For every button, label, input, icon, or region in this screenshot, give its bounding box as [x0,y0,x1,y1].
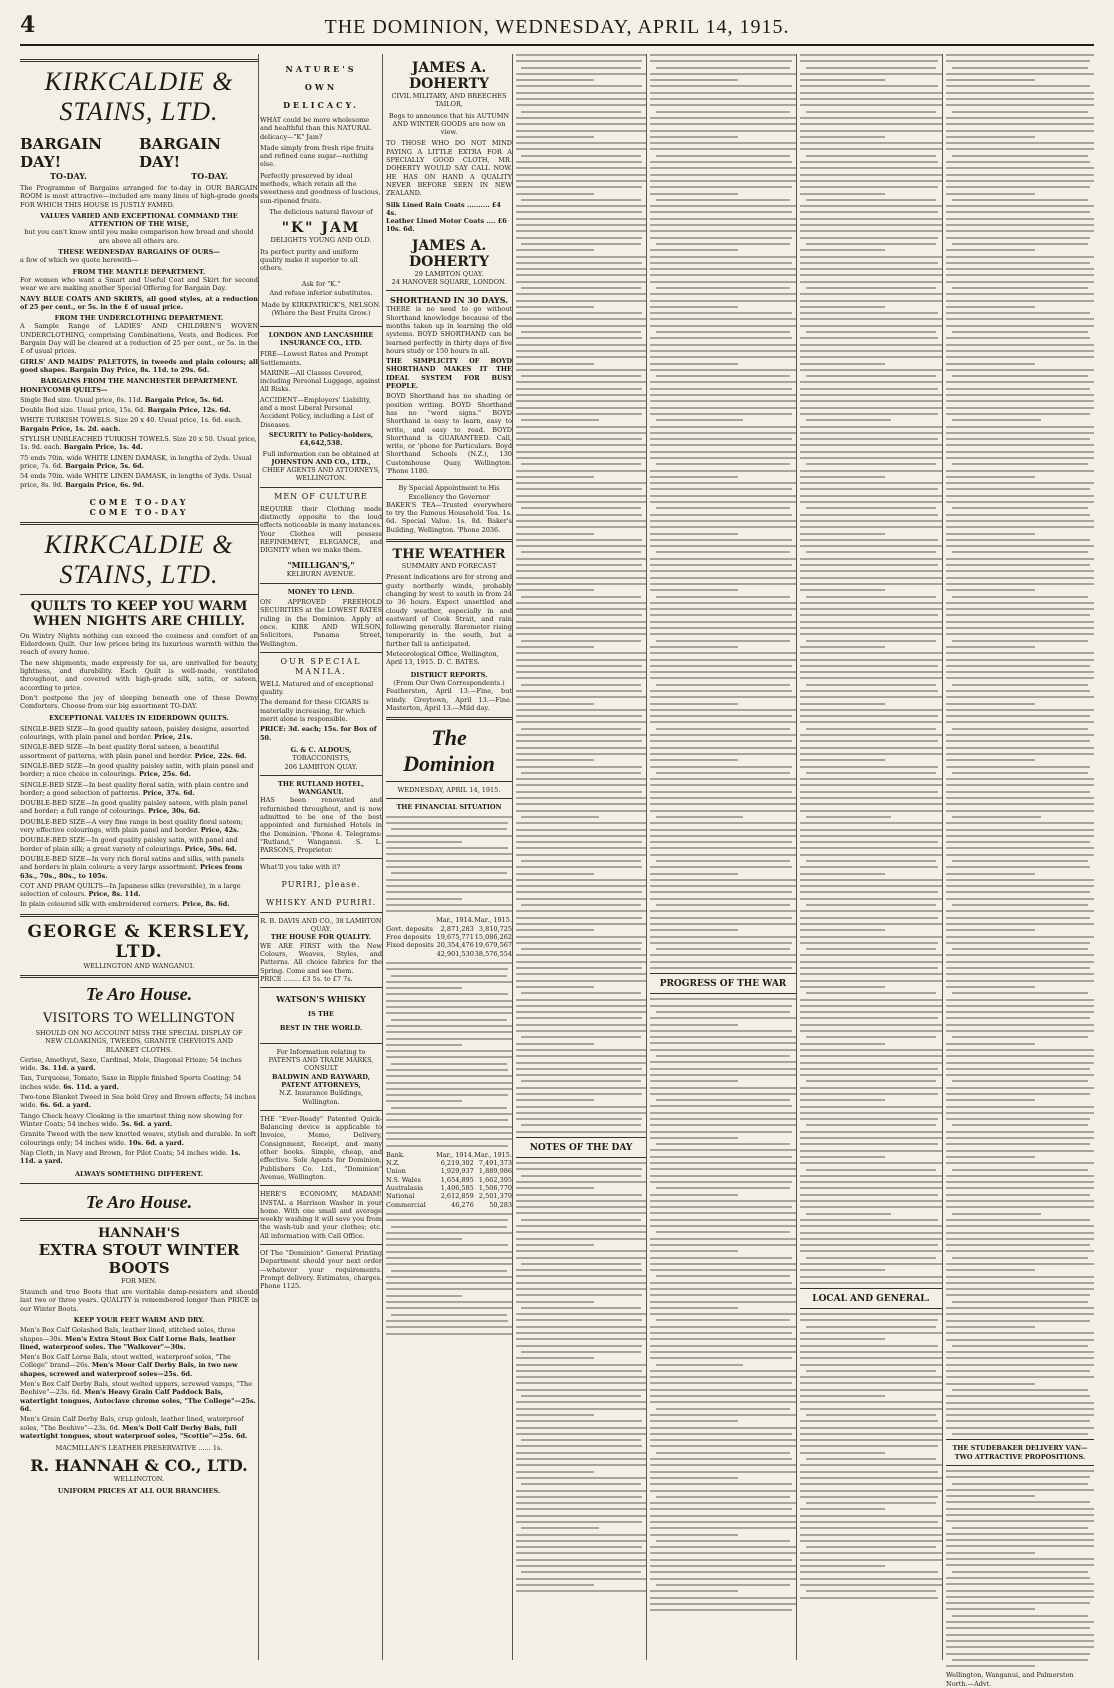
doherty-sub: CIVIL MILITARY, AND BREECHES TAILOR, [391,92,507,109]
bank-row [386,1192,512,1200]
quilt-item [20,743,258,760]
winter-boots-heading: EXTRA STOUT WINTER BOOTS [38,1240,240,1277]
uniform-prices: UNIFORM PRICES AT ALL OUR BRANCHES. [57,1486,221,1495]
bank-cell: 1,406,585 [440,1184,474,1193]
economy-ad: HERE'S ECONOMY, MADAM! INSTAL a Harrison Washer in your home. With one small and average weekly washing it will save you from the wash-tub and your clothes; etc. All information with Call Office. [260,1190,382,1240]
bank-cell: Mar., 1914. [436,1150,474,1159]
studebaker-heading: THE STUDEBAKER DELIVERY VAN—TWO ATTRACTIVE PROPOSITIONS. [952,1444,1088,1461]
k-jam-text-2: Made simply from fresh ripe fruits and refined cane sugar—nothing else. [260,143,374,169]
deposits-row [386,916,512,924]
k-jam-text-1: WHAT could be more wholesome and healthful than this NATURAL delicacy—"K" Jam? [260,116,371,141]
rutland-heading: THE RUTLAND HOTEL, WANGANUI. [278,779,364,797]
boot-item-desc: Men's Grain Calf Derby Bals, crup golosh, leather lined, waterproof soles, "The Beehive"—23s. 6d. [20,1415,244,1432]
doherty-silk: Silk Lined Rain Coats .......... £4 4s. [386,200,501,217]
deposits-cell: 19,675,771 [436,933,474,942]
cloth-item-price: 10s. 6d. a yard. [126,1138,184,1147]
money-to-lend-heading: MONEY TO LEND. [287,587,355,596]
cloth-item [20,1074,258,1091]
newspaper-title: THE DOMINION, WEDNESDAY, APRIL 14, 1915. [324,16,790,38]
article-text-lines [386,816,512,912]
deposits-cell: Govt. deposits [386,924,433,933]
honeycomb-item-desc: STYLISH UNBLEACHED TURKISH TOWELS. Size 20 x 50. Usual price, 1s. 9d. each. [20,435,257,452]
cloth-item-price: 6s. 6d. a yard. [37,1101,91,1110]
manila-heading-2: MANILA. [295,666,347,676]
hannah-firm: R. HANNAH & CO., LTD. [30,1456,248,1476]
cloth-item [20,1093,258,1110]
deposits-cell: Mar., 1914. [436,916,474,925]
manila-text-1: WELL Matured and of exceptional quality. [260,679,374,697]
district-sub: (From Our Own Correspondents.) [393,678,505,687]
mantle-dept-heading: FROM THE MANTLE DEPARTMENT. [72,267,206,276]
k-jam-refuse: And refuse inferior substitutes. [269,288,373,297]
puriri-question: What'll you take with it? [260,863,341,872]
ll-accident: ACCIDENT—Employers' Liability, and a most Liberal Personal Accident Policy, including a List of Diseases. [260,395,374,429]
ad1-values: VALUES VARIED AND EXCEPTIONAL COMMAND THE ATTENTION OF THE WISE, [40,211,238,229]
hannah-city: WELLINGTON. [113,1475,165,1484]
today-right: TO-DAY. [191,171,228,181]
quilt-item [20,882,258,899]
men-of-culture-text: REQUIRE their Clothing made distinctly opposite to the loud effects noticeable in many instances. Your Clothes will possess REFINEMENT, ELEGANCE, and DIGNITY when we make them. [260,504,382,555]
bargain-day-left: BARGAIN DAY! [20,135,102,171]
cloth-item-price: 3s. 11d. a yard. [37,1064,96,1073]
underclothing-dept-heading: FROM THE UNDERCLOTHING DEPARTMENT. [54,314,224,323]
masthead [20,10,1094,46]
patents-address: N.Z. Insurance Buildings, Wellington. [279,1089,363,1106]
kelburn-avenue: KELBURN AVENUE. [286,570,356,579]
boot-item-price: Men's Heavy Grain Calf Paddock Bals, watertight tongues, Autoclave chrome soles, "The College"—25s. 6d. [20,1388,256,1413]
column-1-advertisements [20,54,259,1660]
macmillan-preservative: MACMILLAN'S LEATHER PRESERVATIVE ...... 1s. [55,1444,223,1453]
deposits-cell: Fixed deposits [386,941,434,950]
boot-item [20,1415,258,1440]
kirkcaldie-ad-heading: KIRKCALDIE & STAINS, LTD. [44,67,234,126]
ad1-intro: The Programme of Bargains arranged for to-day in OUR BARGAIN ROOM is most attractive—included are many lines of high-grade goods FOR WHICH THIS HOUSE IS JUSTLY FAMED. [20,184,258,209]
honeycomb-heading: HONEYCOMB QUILTS— [20,385,108,394]
article-text-lines [946,54,1094,1435]
honeycomb-item-price: Bargain Price, 1s. 2d. each. [20,424,121,433]
shorthand-text-3: BOYD Shorthand has no shading or position writing. BOYD Shorthand has no "word signs." BOYD Shorthand is easy to learn, easy to write, and easy to read. BOYD Shorthand is GUARANTEED. Call, write, or 'phone for Particulars. Boyd Shorthand Schools (N.Z.), 130 Customhouse Quay, Wellington. 'Phone 1180. [386,392,512,475]
column-3 [386,54,513,1660]
k-jam-heading-2: OWN [304,82,338,92]
quilt-item-desc: SINGLE-BED SIZE—In good quality paisley satin, with plain panel and border; a nice choice in colourings. [20,761,254,779]
deposits-cell [386,950,436,958]
for-men: FOR MEN. [121,1276,157,1285]
column-4-article [516,54,647,1660]
studebaker-tail: Wellington, Wanganui, and Palmerston North.—Advt. [946,1671,1074,1688]
bank-row [386,1159,512,1167]
column-6-article [800,54,943,1660]
quilts-shipments: The new shipments, made expressly for us, are unrivalled for beauty, lightness, and durability. Each Quilt is well-made, ventilated throughout, and covered with high-grade silk, satin, or sateen, according to price. [20,658,258,692]
quilt-item-desc: In plain coloured silk with embroidered corners. [20,900,180,909]
deposits-cell: 3,810,725 [478,924,513,933]
quilt-item [20,799,258,816]
quilts-postpone: Don't postpone the joy of sleeping beneath one of these Downy Comforters. Choose from our big assortment TO-DAY. [20,693,258,711]
honeycomb-item [20,416,258,433]
honeycomb-item [20,435,258,452]
k-jam-heading-3: DELICACY. [283,100,359,110]
bargain-day-right: BARGAIN DAY! [139,135,221,171]
bank-cell: 6,219,302 [440,1159,474,1168]
quilt-item [20,725,258,742]
the-dominion-date: WEDNESDAY, APRIL 14, 1915. [397,786,501,795]
ll-johnston: JOHNSTON AND CO., LTD., [271,457,371,466]
cloth-item-price: 1s. 11d. a yard. [20,1148,241,1166]
cloth-item-desc: Granite Tweed with the new knotted weave, stylish and durable. In soft colourings only; 54 inches wide. [20,1130,256,1147]
bank-cell: 50,283 [489,1200,513,1209]
doherty-addr-1: 29 LAMBTON QUAY. [414,269,484,278]
honeycomb-item-price: Bargain Price, 1s. 4d. [61,443,143,452]
honeycomb-item-desc: Single Bed size. Usual price, 6s. 11d. [20,395,143,404]
always-different: ALWAYS SOMETHING DIFFERENT. [74,1170,204,1179]
today-left: TO-DAY. [50,171,87,181]
deposits-table [386,916,512,957]
deposits-row [386,925,512,933]
cloth-item-desc: Cerise, Amethyst, Saxe, Cardinal, Mole, Diagonal Frieze; 54 inches wide. [20,1055,242,1073]
boot-item [20,1380,258,1413]
deposits-cell: 38,576,554 [474,949,513,958]
davis-text: WE ARE FIRST with the New Colours, Weaves, Styles, and Patterns. All choice fabrics for the Spring. Come and see them. [260,941,382,975]
quilt-item [20,762,258,779]
ll-full: Full information can be obtained at [262,449,380,458]
honeycomb-price-list [20,396,258,489]
bank-cell: Mar., 1915. [474,1150,513,1159]
quilt-item-price: Price, 8s. 6d. [179,900,230,909]
cloth-item [20,1112,258,1129]
article-text-lines [946,1470,1094,1667]
manila-price: PRICE: 3d. each; 15s. for Box of 50. [260,725,377,742]
article-text-lines [800,54,942,1284]
cloth-item-desc: Tan, Turquoise, Tomato, Saxe in Ripple finished Sports Coating; 54 inches wide. [20,1074,242,1091]
quilt-item-desc: SINGLE-BED SIZE—In best quality floral satin, with plain centre and border; a good selection of patterns. [20,780,249,797]
honeycomb-item-price: Bargain Price, 5s. 6d. [62,461,144,470]
boot-item-price: Men's Doll Calf Derby Bals, full watertight tongues, stout waterproof soles, "Scottie"—25s. 6d. [20,1423,248,1440]
quilt-item-desc: COT AND PRAM QUILTS—In Japanese silks (reversible), in a large selection of colours. [20,881,241,899]
quilt-item-desc: DOUBLE-BED SIZE—A very fine range in best quality floral sateen; very effective colourings, with plain panel and border. [20,817,243,835]
shorthand-heading: SHORTHAND IN 30 DAYS. [389,295,509,306]
quilt-item [20,900,258,908]
quilt-item-price: Price, 37s. 6d. [140,788,195,797]
men-of-culture-heading: MEN OF CULTURE [274,491,368,501]
quilt-item-price: Price, 50s. 6d. [182,844,237,853]
watsons-best: BEST IN THE WORLD. [279,1024,363,1033]
ll-fire: FIRE—Lowest Rates and Prompt Settlements. [260,350,369,367]
cloth-item [20,1056,258,1073]
cloth-item-desc: Tango Check heavy Cloaking is the smartest thing now showing for Winter Coats; 54 inches wide. [20,1111,243,1128]
deposits-row [386,941,512,949]
quilt-item-desc: SINGLE-BED SIZE—In good quality sateen, paisley designs, assorted colourings, with plain panel and border. [20,724,249,742]
deposits-cell: Mar., 1915. [474,916,513,925]
ad1-values-2: but you can't know until you make comparison how broad and should are above all others are. [24,228,254,245]
quilt-item [20,818,258,835]
underclothing-dept-text: A Sample Range of LADIES' AND CHILDREN'S WOVEN UNDERCLOTHING, comprising Combinations, Vests, and Bodices. For Bargain Day will be cleared at a reduction of 25 per cent., or 5s. in the £ of usual prices. [20,322,258,356]
k-jam-text-5: Its perfect purity and uniform quality make it superior to all others. [260,247,359,273]
davis-heading: R. B. DAVIS AND CO., 38 LAMBTON QUAY. [260,916,382,934]
whisky-puriri: WHISKY AND PURIRI. [265,897,377,907]
article-text-lines [516,1162,646,1592]
mantle-dept-text: For women who want a Smart and Useful Coat and Skirt for second wear we are making another Special Offering for Bargain Day. [20,275,258,293]
bank-row [386,1167,512,1175]
manchester-dept-heading: BARGAINS FROM THE MANCHESTER DEPARTMENT. [40,377,238,386]
ad1-few: a few of which we quote herewith— [20,256,139,265]
bakers-tea-appointment: By Special Appointment to His Excellency the Governor [398,484,500,501]
article-text-lines [386,1213,512,1335]
honeycomb-item-price: Bargain Price, 6s. 9d. [62,480,144,489]
article-text-lines [386,962,512,1147]
bank-cell: N.S. Wales [386,1175,421,1184]
quilt-item-price: Prices from 63s., 70s., 80s., to 105s. [20,863,243,880]
honeycomb-item [20,406,258,414]
k-jam-ask: Ask for "K." [301,280,341,289]
k-jam-text-3: Perfectly preserved by ideal methods, which retain all the sweetness and goodness of luscious, sun-ripened fruits. [260,171,381,205]
bank-cell: N.Z. [386,1159,400,1168]
bank-cell: National [386,1192,415,1201]
honeycomb-item-desc: 54 ends 70in. wide WHITE LINEN DAMASK, in lengths of 3yds. Usual price, 8s. 9d. [20,472,252,489]
weather-text: Present indications are for strong and gusty northerly winds, probably changing by west to south in from 24 to 36 hours. Expect unsettled and cloudy weather, especially in and eastward of Cook Strait, and rain following generally. Barometer rising temporarily in the south, but a further fall is anticipated. [386,573,512,648]
deposits-cell: 20,354,476 [436,941,474,950]
honeycomb-item-price: Bargain Price, 5s. 6d. [142,395,224,404]
dominion-printing-ad: Of The "Dominion" General Printing Department should your next order—whatever your requirements. Prompt delivery. Estimates, charges. Phone 1125. [260,1248,382,1291]
bank-table [386,1151,512,1209]
rutland-text: HAS been renovated and refurnished throughout, and is now admitted to be one of the best appointed and furnished Hotels in the Dominion. 'Phone 4. Telegrams: "Rutland," Wanganui. S. L. PARSONS, Proprietor. [260,796,382,855]
notes-of-the-day-heading: NOTES OF THE DAY [529,1143,633,1154]
manila-heading-1: OUR SPECIAL [280,656,362,666]
quilt-item-desc: DOUBLE-BED SIZE—In good quality paisley sateen, with plain panel and border; a full range of colourings. [20,799,248,816]
shorthand-text-2: THE SIMPLICITY OF BOYD SHORTHAND MAKES IT THE IDEAL SYSTEM FOR BUSY PEOPLE. [386,357,512,391]
milligans: "MILLIGAN'S," [287,560,355,571]
the-dominion-title: The Dominion [403,725,495,777]
davis-quality: THE HOUSE FOR QUALITY. [270,933,372,942]
article-text-lines [650,54,796,969]
weather-sub: SUMMARY AND FORECAST [401,562,497,571]
article-text-lines [800,1313,942,1598]
deposits-cell: 15,086,262 [474,933,513,942]
bank-cell: Union [386,1167,406,1176]
quilt-item-price: Price, 25s. 6d. [136,770,191,779]
weather-heading: THE WEATHER [392,547,506,563]
boot-item-desc: Men's Box Calf Derby Bals, stout welted uppers, screwed vamps, "The Beehive"—23s. 6d. [20,1380,253,1397]
quilt-item [20,781,258,798]
deposits-cell: 2,871,283 [440,924,474,933]
quilt-item-price: Price, 21s. [151,733,193,742]
quilts-heading-1: QUILTS TO KEEP YOU WARM [30,598,248,614]
bank-row [386,1176,512,1184]
george-kersley-sub: WELLINGTON AND WANGANUI. [83,961,195,970]
ll-marine: MARINE—All Classes Covered, including Personal Luggage, against All Risks. [260,368,381,394]
puriri-please: PURIRI, please. [281,879,361,889]
eiderdown-heading: EXCEPTIONAL VALUES IN EIDERDOWN QUILTS. [49,714,229,723]
honeycomb-item [20,396,258,404]
column-5-article [650,54,797,1660]
doherty-heading: JAMES A. DOHERTY [408,60,490,92]
navy-coats-offer: NAVY BLUE COATS AND SKIRTS, all good styles, at a reduction of 25 per cent., or 5s. in the £ of usual price. [20,294,258,311]
ll-security: SECURITY to Policy-holders, £4,642,538. [268,430,374,448]
te-aro-intro: SHOULD ON NO ACCOUNT MISS THE SPECIAL DISPLAY OF NEW CLOAKINGS, TWEEDS, GRANITE CHEVIOTS AND BLANKET CLOTHS. [35,1029,243,1054]
quilt-item-price: Price, 8s. 11d. [86,890,141,899]
k-jam-heading-1: NATURE'S [285,64,357,74]
deposits-row [386,950,512,958]
k-jam-delights: DELIGHTS YOUNG AND OLD. [270,236,372,245]
k-jam-maker: Made by KIRKPATRICK'S, NELSON. (Where the Best Fruits Grow.) [261,301,381,318]
manila-text-2: The demand for these CIGARS is materially increasing, for which merit alone is responsible. [260,698,369,724]
doherty-text-1: Begs to announce that his AUTUMN AND WINTER GOODS are now on view. [388,111,510,137]
financial-situation-heading: THE FINANCIAL SITUATION [396,803,502,812]
cloth-item-price: 5s. 6d. a yard. [118,1119,173,1128]
london-lancashire-heading: LONDON AND LANCASHIRE INSURANCE CO., LTD. [268,330,374,347]
column-7-article [946,54,1094,1688]
quilt-item-desc: DOUBLE-BED SIZE—In very rich floral satins and silks, with panels and borders in plain colours; a very large assortment. [20,854,245,872]
bank-cell: 1,889,986 [478,1167,513,1176]
quilt-item [20,836,258,853]
ll-wellington: WELLINGTON. [295,474,347,483]
honeycomb-item-desc: WHITE TURKISH TOWELS. Size 20 x 40. Usual price, 1s. 6d. each. [20,416,243,425]
deposits-cell [386,916,436,924]
boot-item-desc: Men's Box Calf Lorne Bals, stout welted, waterproof soles, "The College" brand—26s. [20,1353,231,1370]
watsons-whisky: WATSON'S WHISKY [276,994,366,1005]
quilt-item-price: Price, 22s. 6d. [192,751,247,760]
boot-item [20,1353,258,1378]
boot-item [20,1326,258,1351]
patents-text: For Information relating to PATENTS AND TRADE MARKS, CONSULT [268,1047,374,1073]
cloth-item [20,1149,258,1166]
k-jam-brand: "K" JAM [281,220,361,237]
davis-price: PRICE ........ £3 5s. to £7 7s. [260,974,353,983]
ad1-these: THESE WEDNESDAY BARGAINS OF OURS— [58,248,220,257]
doherty-text-2: TO THOSE WHO DO NOT MIND PAYING A LITTLE EXTRA FOR A SPECIALLY GOOD CLOTH, MR. DOHERTY WOULD SAY CALL NOW. HE HAS ON HAND A QUALITY NEVER BEFORE SEEN IN NEW ZEALAND. [386,139,512,198]
ever-ready-ad: THE "Ever-Ready" Patented Quick-Balancing device is applicable to Invoice, Memo, Delivery, Consignment, Receipt, and many other books. Simple, cheap, and effective. Sole Agents for Dominion, Publishers Co. Ltd., "Dominion" Avenue, Wellington. [260,1114,382,1181]
honeycomb-item-desc: 75 ends 70in. wide WHITE LINEN DAMASK, in lengths of 2yds. Usual price, 7s. 6d. [20,453,252,470]
boot-item-price: Men's Extra Stout Box Calf Lorne Bals, leather lined, waterproof soles. The "Walkover"—30s. [20,1334,236,1351]
bank-cell: 1,654,895 [440,1175,474,1184]
come-today-1: COME TO-DAY [89,496,189,507]
cloth-item [20,1130,258,1147]
doherty-heading-2: JAMES A. DOHERTY [408,237,490,270]
quilt-item [20,855,258,880]
keep-feet-warm: KEEP YOUR FEET WARM AND DRY. [73,1315,205,1324]
boot-item-price: Men's Moor Calf Derby Bals, in two new shapes, screwed and waterproof soles—25s. 6d. [20,1361,238,1378]
hannahs-heading: HANNAH'S [98,1225,180,1241]
column-2-advertisements [260,54,383,1660]
aldous-1: G. & C. ALDOUS, [290,745,352,754]
local-and-general-heading: LOCAL AND GENERAL. [812,1294,930,1305]
doherty-addr-2: 24 HANOVER SQUARE, LONDON. [391,278,507,287]
bank-row [386,1201,512,1209]
bank-cell: Bank. [386,1150,405,1159]
cloth-item-desc: Nap Cloth, in Navy and Brown, for Pilot Coats; 54 inches wide. [20,1148,228,1157]
honeycomb-item-price: Bargain Price, 12s. 6d. [145,406,231,415]
bank-cell: 1,506,770 [478,1184,513,1193]
eiderdown-price-list [20,725,258,909]
district-heading: DISTRICT REPORTS. [410,670,488,679]
bank-cell: Australasia [386,1184,424,1193]
progress-of-war-heading: PROGRESS OF THE WAR [659,979,787,990]
boots-price-list [20,1326,258,1440]
visitors-heading: VISITORS TO WELLINGTON [43,1011,235,1026]
money-to-lend-text: ON APPROVED FREEHOLD SECURITIES at the LOWEST RATES ruling in the Dominion. Apply at once. KIRK AND WILSON, Solicitors, Panama Street, Wellington. [260,598,382,648]
page-number: 4 [20,12,36,38]
bank-cell: 46,276 [451,1200,474,1209]
deposits-cell: 42,901,530 [436,949,474,958]
deposits-row [386,933,512,941]
boots-intro: Staunch and true Boots that are veritable damp-resisters and should last two or three years. QUALITY is remembered longer than PRICE in our Winter Boots. [20,1288,258,1313]
te-aro-house-heading-2: Te Aro House. [85,1191,193,1212]
girls-paletots-offer: GIRLS' AND MAIDS' PALETOTS, in tweeds and plain colours; all good shapes. Bargain Day Price, 8s. 11d. to 29s. 6d. [20,357,258,374]
bank-row [386,1151,512,1159]
bank-cell: 2,612,859 [440,1192,474,1201]
boot-item-desc: Men's Box Calf Golashed Bals, leather lined, stitched soles, three shapes—30s. [20,1326,236,1343]
deposits-cell: Free deposits [386,933,431,942]
deposits-cell: 19,679,567 [474,941,513,950]
district-text: Featherston, April 13.—Fine, but windy. Greytown, April 13.—Fine. Masterton, April 13.—Mild day. [386,687,512,712]
te-aro-price-list [20,1056,258,1166]
quilt-item-desc: SINGLE-BED SIZE—In best quality floral sateen, a beautiful assortment of patterns, with plain panel and border. [20,743,220,760]
george-kersley-heading: GEORGE & KERSLEY, LTD. [27,921,251,962]
aldous-2: TOBACCONISTS, [292,754,350,763]
watsons-is-the: IS THE [308,1010,334,1019]
article-text-lines [516,54,646,1133]
bank-cell: Commercial [386,1200,426,1209]
cloth-item-price: 6s. 11d. a yard. [61,1082,119,1091]
honeycomb-item [20,454,258,471]
bank-cell: 7,491,373 [478,1159,513,1168]
quilts-heading-2: WHEN NIGHTS ARE CHILLY. [33,613,245,629]
honeycomb-item [20,472,258,489]
article-text-lines [650,998,796,1611]
bank-cell: 1,662,395 [478,1175,513,1184]
bank-cell: 1,929,937 [440,1167,474,1176]
quilt-item-price: Price, 42s. [198,826,240,835]
bank-row [386,1184,512,1192]
k-jam-text-4: The delicious natural flavour of [269,207,373,216]
ll-chief: CHIEF AGENTS AND ATTORNEYS, [262,466,380,475]
bakers-tea-text: BAKER'S TEA—Trusted everywhere to try the Famous Household Tea. 1s. 6d. Special Value. 1s. 8d. Baker's Building, Wellington. 'Phone 2036. [386,500,512,534]
bank-cell: 2,501,379 [478,1192,513,1201]
quilt-item-desc: DOUBLE-BED SIZE—In good quality paisley satin, with panel and border of plain silk; a great variety of colourings. [20,836,238,853]
cloth-item-desc: Two-tone Blanket Tweed in Sea bold Grey and Brown effects; 54 inches wide. [20,1093,256,1110]
weather-signature: Meteorological Office, Wellington, April 13, 1915. D. C. BATES. [386,650,499,667]
come-today-2: COME TO-DAY [89,506,189,517]
kirkcaldie-ad-2-heading: KIRKCALDIE & STAINS, LTD. [44,529,234,589]
doherty-leather: Leather Lined Motor Coats .... £6 10s. 6d. [386,217,507,234]
shorthand-text-1: THERE is no need to go without Shorthand knowledge because of the months taken up in learning the old systems. BOYD SHORTHAND can be learned perfectly in thirty days of five hours study or 150 hours in all. [386,305,512,355]
aldous-3: 206 LAMBTON QUAY. [284,762,358,771]
quilts-intro: On Wintry Nights nothing can exceed the cosiness and comfort of an Eiderdown Quilt. Our low prices bring its luxurious warmth within the reach of every home. [20,631,258,657]
honeycomb-item-desc: Double Bed size. Usual price, 15s. 6d. [20,406,146,415]
te-aro-house-heading: Te Aro House. [85,984,193,1004]
quilt-item-price: Price, 30s. 6d. [145,807,201,816]
patents-firm: BALDWIN AND RAYWARD, PATENT ATTORNEYS, [272,1072,370,1089]
